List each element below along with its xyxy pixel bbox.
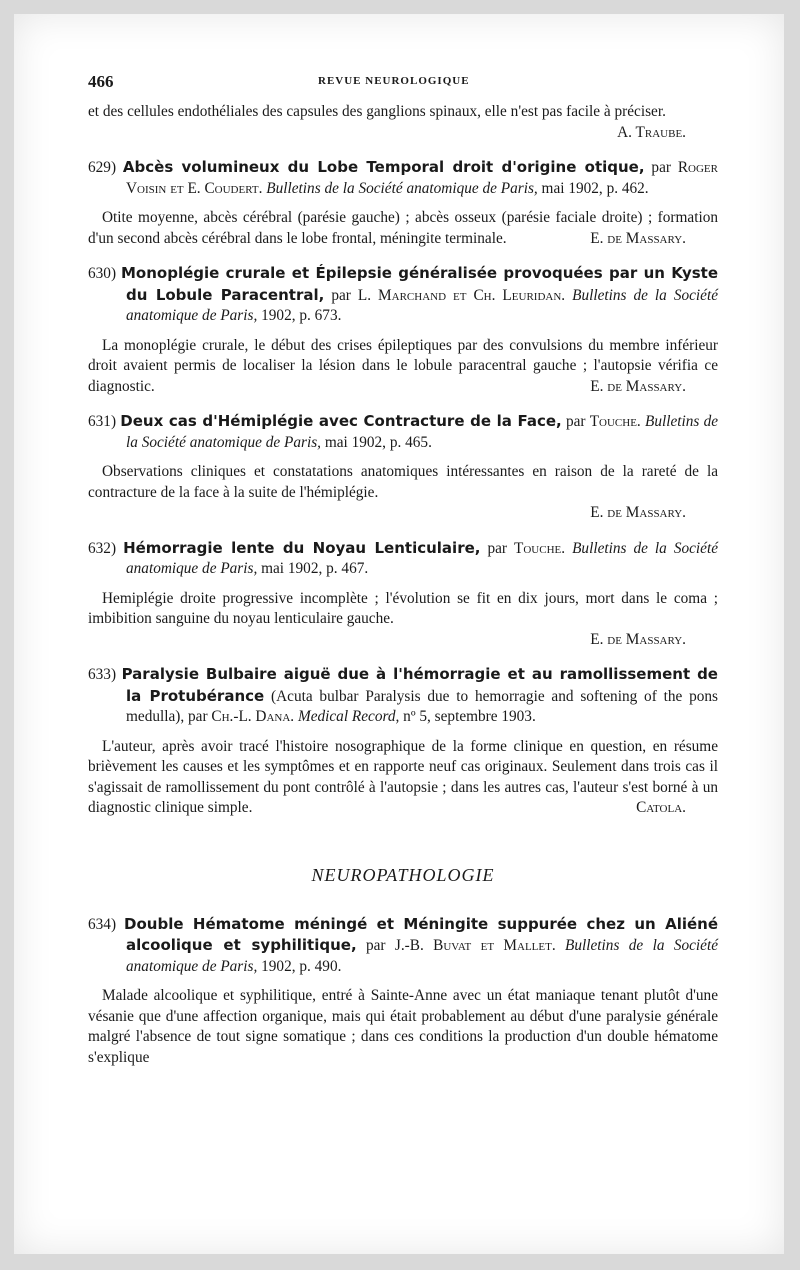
- entry-heading: [88, 664, 718, 728]
- entry-authors: J.-B. Buvat et Mallet.: [394, 937, 556, 954]
- entry-633: [88, 664, 718, 819]
- entry-source: Medical Record,: [294, 708, 400, 725]
- entry-629: [88, 157, 718, 249]
- entry-details: 1902, p. 673.: [257, 307, 342, 324]
- entry-details: mai 1902, p. 467.: [257, 560, 369, 577]
- running-head: [88, 72, 718, 102]
- entry-number: 629): [88, 159, 117, 176]
- entry-source: Bulletins de la Société anatomique de Paris,: [262, 179, 538, 197]
- entry-title: Monoplégie crurale et Épilepsie généralisée provoquées par un Kyste du Lobule Paracentral,: [121, 264, 719, 304]
- entry-631: [88, 411, 718, 524]
- entry-heading: [88, 538, 718, 580]
- abstract-text: La monoplégie crurale, le début des crises épileptiques par des convulsions du membre inférieur droit avaient permis de localiser la lésion dans le lobule paracentral gauche ; l'autopsie vérifia ce diagnostic.: [88, 336, 718, 395]
- entry-source: Bulletins de la Société anatomique de Paris,: [126, 937, 718, 975]
- intro-text: et des cellules endothéliales des capsules des ganglions spinaux, elle n'est pas facile à préciser.: [88, 103, 666, 120]
- entry-630: [88, 263, 718, 397]
- entry-abstract: Observations cliniques et constatations anatomiques intéressantes en raison de la rareté de la contracture de la face à la suite de l'hémiplégie.: [88, 463, 718, 501]
- entry-authors: Touche.: [589, 413, 641, 430]
- entry-details: mai 1902, p. 462.: [537, 179, 649, 197]
- entry-details: mai 1902, p. 465.: [321, 433, 432, 451]
- entry-source: Bulletins de la Société anatomique de Paris,: [126, 286, 718, 324]
- entry-number: 633): [88, 666, 117, 683]
- entry-authors-prefix: par: [356, 937, 395, 954]
- entry-title: Deux cas d'Hémiplégie avec Contracture de la Face,: [120, 412, 562, 430]
- entry-number: 632): [88, 539, 117, 557]
- entry-title: Hémorragie lente du Noyau Lenticulaire,: [123, 538, 481, 557]
- entry-source: Bulletins de la Société anatomique de Paris,: [126, 413, 719, 451]
- entry-number: 634): [88, 915, 117, 933]
- intro-signature: A. Traube.: [617, 123, 686, 141]
- book-page: [14, 14, 784, 1254]
- entry-authors-prefix: (Acuta bulbar Paralysis due to hemorragie and softening of the pons medulla), par: [126, 687, 718, 725]
- section-heading: NEUROPATHOLOGIE: [311, 864, 495, 885]
- entry-authors: Roger Voisin et E. Coudert.: [126, 159, 718, 197]
- entry-authors-prefix: par: [480, 539, 515, 557]
- entry-signature: Catola.: [636, 799, 686, 816]
- journal-title: REVUE NEUROLOGIQUE: [318, 75, 470, 87]
- entry-authors: Touche.: [514, 539, 566, 557]
- entry-title: Double Hématome méningé et Méningite suppurée chez un Aliéné alcoolique et syphilitique,: [124, 914, 719, 954]
- intro-paragraph: [88, 102, 718, 143]
- entry-authors-prefix: par: [324, 286, 358, 304]
- entry-632: [88, 538, 718, 651]
- abstract-text: L'auteur, après avoir tracé l'histoire nosographique de la forme clinique en question, en résume brièvement les causes et les symptômes et en rapporte neuf cas originaux. Seulement dans trois cas il s'agissait de ramollissement du pont contrôlé à l'autopsie ; dans les autres cas, l'auteur s'est borné à un diagnostic clinique simple.: [88, 737, 718, 816]
- entry-signature: E. de Massary.: [590, 229, 686, 247]
- entry-number: 631): [88, 413, 117, 430]
- entry-abstract: [88, 737, 718, 819]
- entry-abstract: [88, 336, 718, 398]
- entry-authors: L. Marchand et Ch. Leuridan.: [357, 286, 566, 304]
- entry-authors-prefix: par: [644, 159, 678, 176]
- entry-authors-prefix: par: [561, 413, 590, 430]
- entry-heading: [88, 914, 718, 978]
- entry-abstract: Malade alcoolique et syphilitique, entré à Sainte-Anne avec un état maniaque tenant plutôt d'une vésanie que d'une affection organique, mais qui était probablement au début d'une paralysie générale malgré l'absence de tout signe somatique ; dans ces conditions la production d'un double hématome s'explique: [88, 987, 718, 1066]
- entry-signature: E. de Massary.: [590, 377, 686, 395]
- entry-details: 1902, p. 490.: [257, 957, 342, 975]
- entry-title: Paralysie Bulbaire aiguë due à l'hémorragie et au ramollissement de la Protubérance: [121, 665, 718, 705]
- entry-authors: Ch.-L. Dana.: [211, 708, 295, 725]
- entry-signature: E. de Massary.: [590, 504, 686, 521]
- entry-details: nº 5, septembre 1903.: [399, 708, 536, 725]
- entry-title: Abcès volumineux du Lobe Temporal droit d'origine otique,: [122, 158, 645, 176]
- entry-heading: [88, 263, 718, 327]
- entry-abstract: [88, 208, 718, 249]
- entry-abstract: Hemiplégie droite progressive incomplète ; l'évolution se fit en dix jours, mort dans le coma ; imbibition sanguine du noyau lenticulaire gauche.: [88, 589, 718, 627]
- entry-634: [88, 914, 718, 1069]
- entry-heading: [88, 411, 718, 453]
- abstract-text: Otite moyenne, abcès cérébral (parésie gauche) ; abcès osseux (parésie faciale droite) ; formation d'un second abcès cérébral dans le lobe frontal, méningite terminale.: [88, 209, 718, 247]
- entry-signature: E. de Massary.: [590, 630, 686, 648]
- entry-heading: [88, 157, 718, 199]
- page-number: 466: [88, 72, 114, 91]
- entry-number: 630): [88, 265, 117, 282]
- entry-source: Bulletins de la Société anatomique de Paris,: [126, 539, 718, 577]
- page-content: [88, 72, 718, 1068]
